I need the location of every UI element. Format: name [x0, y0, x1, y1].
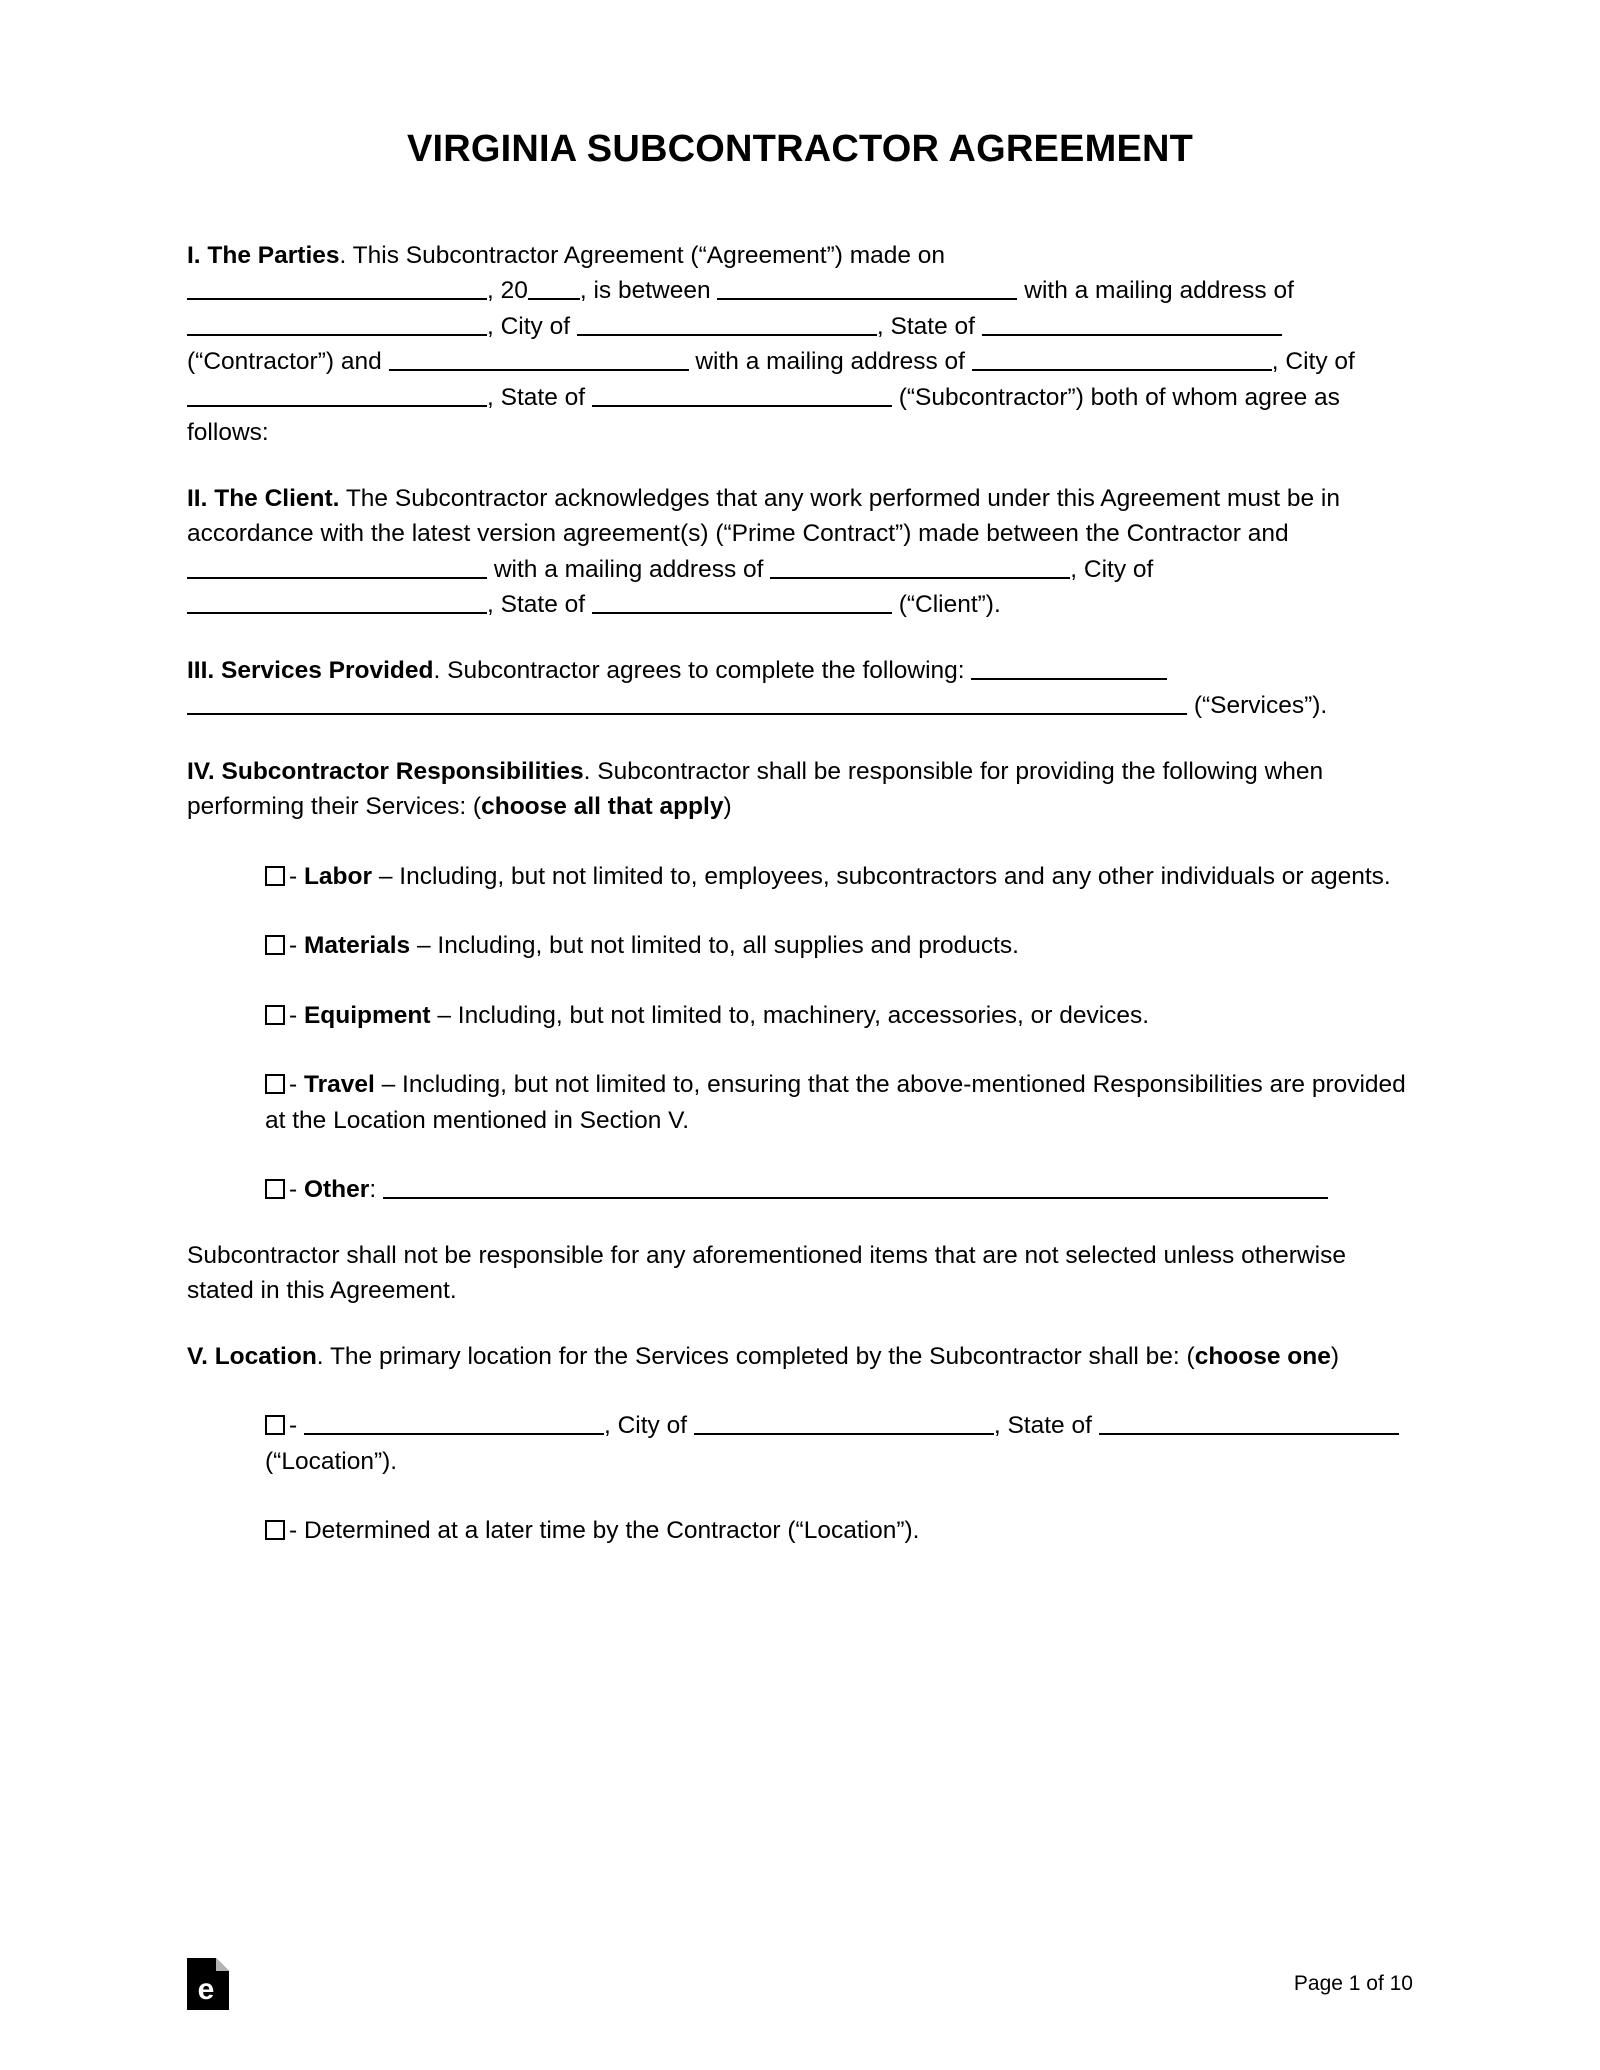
parties-year-blank[interactable] — [528, 275, 580, 300]
contractor-address-blank[interactable] — [187, 310, 487, 335]
client-name-blank[interactable] — [187, 553, 487, 578]
section-parties-text-1: . This Subcontractor Agreement (“Agreement”) made on — [339, 241, 946, 269]
responsibility-other-blank[interactable] — [383, 1174, 1328, 1199]
section-parties-text-11: , — [487, 383, 494, 411]
responsibility-item-other — [265, 1172, 1413, 1208]
checkbox-icon-other[interactable] — [265, 1179, 285, 1199]
section-parties-text-5: , City of — [487, 312, 571, 340]
responsibility-labor-dash: - — [289, 862, 304, 890]
section-parties-text-9: with a mailing address of — [695, 348, 965, 376]
section-parties-text-7: State of — [890, 312, 975, 340]
section-parties-text-6: , — [876, 312, 884, 340]
section-location-heading: V. Location — [187, 1342, 317, 1370]
location-option2-dash: - — [289, 1517, 304, 1545]
section-parties-text-2: , 20 — [487, 277, 528, 305]
section-parties-text-12: State of — [500, 383, 586, 411]
parties-date-blank[interactable] — [187, 275, 487, 300]
responsibility-item-equipment — [265, 998, 1413, 1034]
responsibility-other-dash: - — [289, 1176, 304, 1204]
section-services-heading: III. Services Provided — [187, 656, 434, 684]
location-option1-dash: - — [289, 1412, 304, 1440]
responsibility-materials-dash: - — [289, 932, 304, 960]
section-services-text-1: . Subcontractor agrees to complete the following: — [433, 656, 965, 684]
location-option2-text: Determined at a later time by the Contractor (“Location”). — [303, 1517, 920, 1545]
section-parties-text-8: (“Contractor”) and — [187, 348, 382, 376]
document-body — [187, 238, 1413, 1549]
responsibility-item-labor — [265, 859, 1413, 895]
section-parties — [187, 238, 1413, 451]
subcontractor-state-blank[interactable] — [592, 381, 892, 406]
checkbox-icon-location-address[interactable] — [265, 1415, 285, 1435]
choose-all-that-apply-note: choose all that apply — [481, 793, 724, 821]
page-title: VIRGINIA SUBCONTRACTOR AGREEMENT — [406, 128, 1194, 170]
responsibility-labor-text: – Including, but not limited to, employees, subcontractors and any other individuals or agents. — [372, 862, 1391, 890]
section-responsibilities-heading: IV. Subcontractor Responsibilities — [187, 757, 584, 785]
section-responsibilities-text-1: . Subcontractor shall be responsible for providing the following when performing their Services: ( — [187, 757, 1324, 821]
section-services-text-2: (“Services”). — [1193, 692, 1328, 720]
location-city-blank[interactable] — [694, 1410, 994, 1435]
section-client-text-1: The Subcontractor acknowledges that any work performed under this Agreement must be in accordance with the latest version agreement(s) (“Prime Contract”) made between the Contractor and — [187, 484, 1340, 548]
responsibility-travel-text: – Including, but not limited to, ensuring that the above-mentioned Responsibilities are provided at the Location mentioned in Section V. — [265, 1071, 1406, 1134]
section-parties-text-10: , City of — [1271, 348, 1355, 376]
section-location-text-1: . The primary location for the Services completed by the Subcontractor shall be: ( — [316, 1342, 1195, 1370]
client-city-blank[interactable] — [187, 589, 487, 614]
responsibility-equipment-label: Equipment — [303, 1001, 431, 1029]
contractor-state-blank[interactable] — [982, 310, 1282, 335]
section-client-text-4: , State of — [487, 591, 586, 619]
section-parties-heading: I. The Parties — [187, 241, 340, 269]
location-address-blank[interactable] — [304, 1410, 604, 1435]
responsibility-travel-dash: - — [289, 1071, 304, 1099]
responsibility-other-label: Other — [303, 1176, 370, 1204]
location-option1-text-3: (“Location”). — [265, 1447, 398, 1475]
section-parties-text-4: with a mailing address of — [1024, 277, 1294, 305]
responsibility-other-colon: : — [369, 1176, 377, 1204]
checkbox-icon-travel[interactable] — [265, 1074, 285, 1094]
page-number: Page 1 of 10 — [1293, 1972, 1413, 1995]
section-client-text-3: , City of — [1070, 555, 1154, 583]
location-option-later — [265, 1513, 1413, 1549]
section-services — [187, 653, 1413, 724]
responsibility-item-materials — [265, 928, 1413, 964]
location-option1-text-2: , State of — [993, 1412, 1092, 1440]
location-option1-text-1: , City of — [603, 1412, 688, 1440]
section-responsibilities — [187, 754, 1413, 825]
eforms-logo — [187, 1958, 229, 2010]
section-client-text-5: (“Client”). — [898, 591, 1001, 619]
checkbox-icon-location-later[interactable] — [265, 1520, 285, 1540]
section-responsibilities-text-2: ) — [723, 793, 732, 821]
section-parties-text-13: (“Subcontractor”) both of whom agree as follows: — [187, 383, 1340, 447]
location-option-address — [265, 1408, 1413, 1479]
section-location-text-2: ) — [1330, 1342, 1339, 1370]
contractor-name-blank[interactable] — [717, 275, 1017, 300]
client-state-blank[interactable] — [592, 589, 892, 614]
responsibility-materials-text: – Including, but not limited to, all supplies and products. — [410, 932, 1019, 960]
section-location — [187, 1339, 1413, 1375]
responsibility-item-travel — [265, 1067, 1413, 1138]
checkbox-icon-labor[interactable] — [265, 866, 285, 886]
subcontractor-city-blank[interactable] — [187, 381, 487, 406]
section-client-heading: II. The Client. — [187, 484, 340, 512]
subcontractor-name-blank[interactable] — [389, 346, 689, 371]
choose-one-note: choose one — [1194, 1342, 1331, 1370]
responsibility-equipment-text: – Including, but not limited to, machinery, accessories, or devices. — [430, 1001, 1150, 1029]
section-client — [187, 481, 1413, 623]
services-description-blank-1[interactable] — [971, 654, 1167, 679]
responsibility-materials-label: Materials — [303, 932, 411, 960]
checkbox-icon-equipment[interactable] — [265, 1005, 285, 1025]
responsibility-equipment-dash: - — [289, 1001, 304, 1029]
responsibilities-closing-text: Subcontractor shall not be responsible for any aforementioned items that are not selected unless otherwise stated in this Agreement. — [187, 1241, 1346, 1305]
services-description-blank-2[interactable] — [187, 690, 1187, 715]
location-state-blank[interactable] — [1099, 1410, 1399, 1435]
page-footer — [187, 1948, 1413, 2018]
subcontractor-address-blank[interactable] — [972, 346, 1272, 371]
responsibility-labor-label: Labor — [303, 862, 373, 890]
section-parties-text-3: , is between — [579, 277, 711, 305]
contractor-city-blank[interactable] — [577, 310, 877, 335]
section-client-text-2: with a mailing address of — [493, 555, 764, 583]
svg-text:e: e — [197, 1973, 215, 2006]
responsibility-travel-label: Travel — [303, 1071, 375, 1099]
checkbox-icon-materials[interactable] — [265, 935, 285, 955]
client-address-blank[interactable] — [770, 553, 1070, 578]
